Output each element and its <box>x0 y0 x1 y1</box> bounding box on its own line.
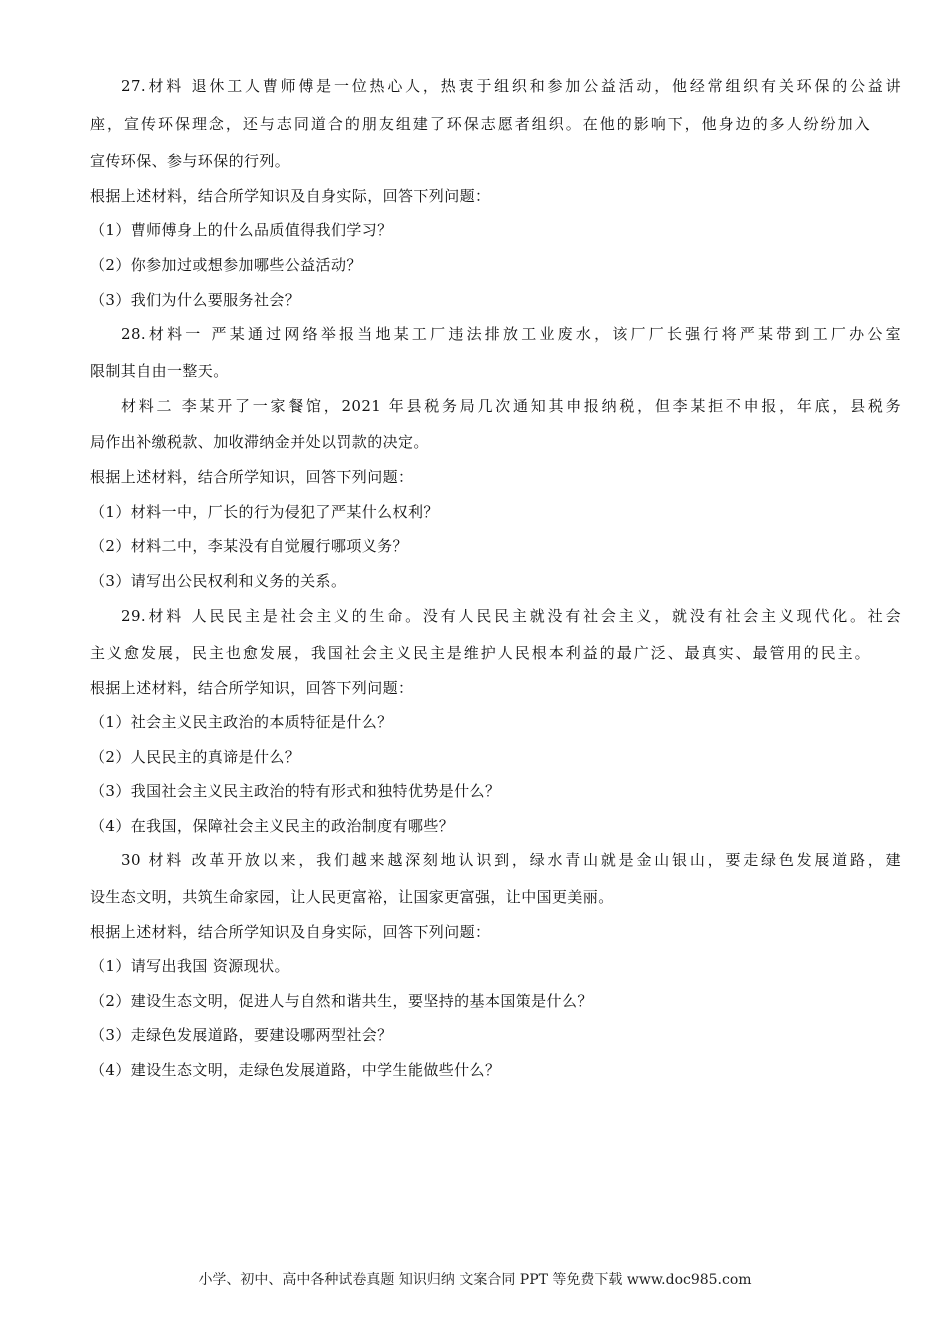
page-footer-download-note: 小学、初中、高中各种试卷真题 知识归纳 文案合同 PPT 等免费下载 www.doc985.com <box>198 1272 752 1288</box>
q29-item-2: （2）人民民主的真谛是什么？ <box>90 748 301 766</box>
q28-prompt: 根据上述材料，结合所学知识，回答下列问题： <box>90 468 414 486</box>
q30-item-3: （3）走绿色发展道路，要建设哪两型社会？ <box>90 1026 393 1044</box>
q30-prompt: 根据上述材料，结合所学知识及自身实际，回答下列问题： <box>90 923 491 941</box>
q27-item-3: （3）我们为什么要服务社会？ <box>90 291 301 309</box>
q30-item-4: （4）建设生态文明，走绿色发展道路，中学生能做些什么？ <box>90 1061 501 1079</box>
q29-item-1: （1）社会主义民主政治的本质特征是什么？ <box>90 713 393 731</box>
q27-prompt: 根据上述材料，结合所学知识及自身实际，回答下列问题： <box>90 187 491 205</box>
q29-material-line-2: 主义愈发展，民主也愈发展，我国社会主义民主是维护人民根本利益的最广泛、最真实、最管用的民主。 <box>90 644 870 662</box>
q27-material-line-2: 座，宣传环保理念，还与志同道合的朋友组建了环保志愿者组织。在他的影响下，他身边的多人纷纷加入 <box>90 115 870 133</box>
q28-material2-line-2: 局作出补缴税款、加收滞纳金并处以罚款的决定。 <box>90 433 429 451</box>
q28-item-2: （2）材料二中，李某没有自觉履行哪项义务？ <box>90 537 408 555</box>
q27-item-2: （2）你参加过或想参加哪些公益活动？ <box>90 256 362 274</box>
q28-material1-line-2: 限制其自由一整天。 <box>90 362 229 380</box>
q29-material-line-1: 29.材料 人民民主是社会主义的生命。没有人民民主就没有社会主义，就没有社会主义现代化。社会 <box>121 607 901 625</box>
q30-item-1: （1）请写出我国 资源现状。 <box>90 957 290 975</box>
q28-item-3: （3）请写出公民权利和义务的关系。 <box>90 572 347 590</box>
q29-item-4: （4）在我国，保障社会主义民主的政治制度有哪些？ <box>90 817 455 835</box>
q30-material-line-2: 设生态文明，共筑生命家园，让人民更富裕，让国家更富强，让中国更美丽。 <box>90 888 614 906</box>
q27-material-line-1: 27.材料 退休工人曹师傅是一位热心人，热衷于组织和参加公益活动，他经常组织有关环保的公益讲 <box>121 77 901 95</box>
q30-item-2: （2）建设生态文明，促进人与自然和谐共生，要坚持的基本国策是什么？ <box>90 992 593 1010</box>
q28-material2-line-1: 材料二 李某开了一家餐馆，2021 年县税务局几次通知其申报纳税，但李某拒不申报，年底，县税务 <box>121 397 901 415</box>
q27-material-line-3: 宣传环保、参与环保的行列。 <box>90 152 291 170</box>
q29-prompt: 根据上述材料，结合所学知识，回答下列问题： <box>90 679 414 697</box>
q27-item-1: （1）曹师傅身上的什么品质值得我们学习？ <box>90 221 393 239</box>
q30-material-line-1: 30 材料 改革开放以来，我们越来越深刻地认识到，绿水青山就是金山银山，要走绿色发展道路，建 <box>121 851 901 869</box>
q28-material1-line-1: 28.材料一 严某通过网络举报当地某工厂违法排放工业废水，该厂厂长强行将严某带到工厂办公室 <box>121 325 901 343</box>
q28-item-1: （1）材料一中，厂长的行为侵犯了严某什么权利？ <box>90 503 439 521</box>
q29-item-3: （3）我国社会主义民主政治的特有形式和独特优势是什么？ <box>90 782 501 800</box>
